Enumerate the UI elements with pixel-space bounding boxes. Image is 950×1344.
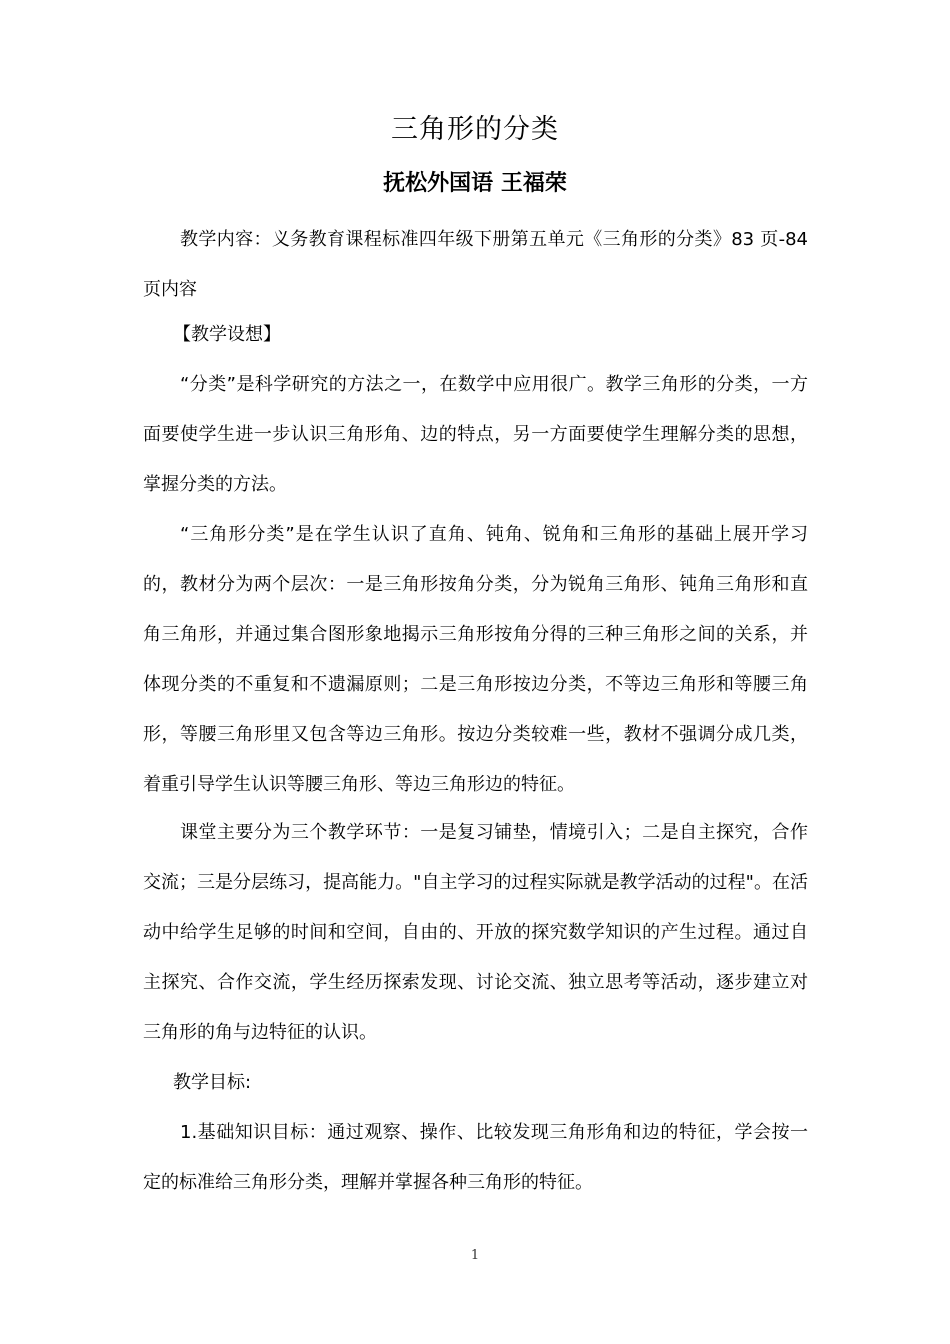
page-number: 1	[470, 1248, 480, 1263]
paragraph-1: “分类”是科学研究的方法之一，在数学中应用很广。教学三角形的分类，一方面要使学生进一步认识三角形角、边的特点，另一方面要使学生理解分类的思想，掌握分类的方法。	[143, 374, 808, 495]
section-heading: 【教学设想】	[173, 324, 281, 345]
paragraph-2: “三角形分类”是在学生认识了直角、钝角、锐角和三角形的基础上展开学习的，教材分为两个层次：一是三角形按角分类，分为锐角三角形、钝角三角形和直角三角形，并通过集合图形象地揭示三角形按角分得的三种三角形之间的关系，并体现分类的不重复和不遗漏原则；二是三角形按边分类，不等边三角形和等腰三角形，等腰三角形里又包含等边三角形。按边分类较难一些，教材不强调分成几类，着重引导学生认识等腰三角形、等边三角形边的特征。	[143, 524, 808, 795]
objectives-label: 教学目标:	[173, 1072, 252, 1093]
document-title: 三角形的分类	[391, 114, 559, 145]
teaching-content: 教学内容：义务教育课程标准四年级下册第五单元《三角形的分类》83 页-84 页内容	[143, 229, 808, 300]
paragraph-3: 课堂主要分为三个教学环节：一是复习铺垫，情境引入；二是自主探究，合作交流；三是分层练习，提高能力。"自主学习的过程实际就是教学活动的过程"。在活动中给学生足够的时间和空间，自由的、开放的探究数学知识的产生过程。通过自主探究、合作交流，学生经历探索发现、讨论交流、独立思考等活动，逐步建立对三角形的角与边特征的认识。	[143, 822, 808, 1043]
document-author: 抚松外国语 王福荣	[383, 171, 567, 196]
objective-1: 1.基础知识目标：通过观察、操作、比较发现三角形角和边的特征，学会按一定的标准给三角形分类，理解并掌握各种三角形的特征。	[143, 1122, 808, 1193]
